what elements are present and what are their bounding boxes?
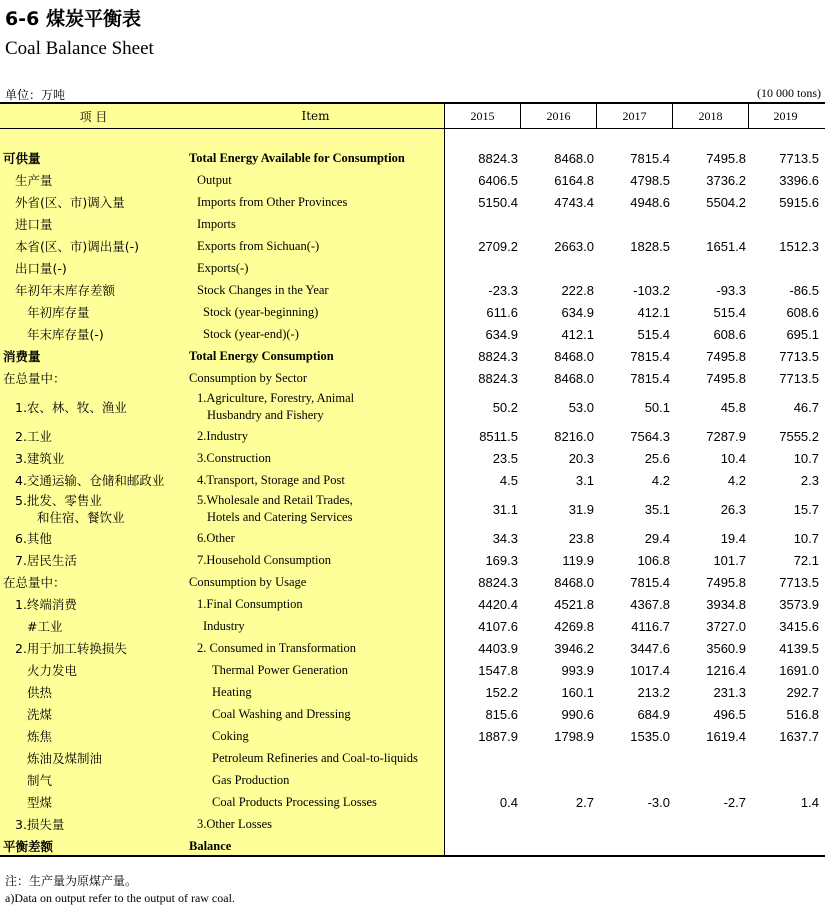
table-row [0,367,825,389]
value-cell-2017: 25.6 [644,450,670,466]
value-cell-2019: 7713.5 [779,150,819,166]
row-label-cn: 平衡差额 [3,839,54,854]
row-label-en: Petroleum Refineries and Coal-to-liquids [212,750,418,765]
table-row [0,469,825,491]
value-cell-2015: 4403.9 [478,640,518,656]
row-label-cn: 年末库存量(-) [27,327,104,342]
value-cell-2016: 53.0 [568,399,594,415]
table-row [0,213,825,235]
note-cn: 注：生产量为原煤产量。 [5,874,138,888]
row-label-cn: 年初年末库存差额 [15,283,116,298]
table-row [0,725,825,747]
table-rows [0,147,825,857]
value-cell-2018: 3934.8 [706,596,746,612]
table-row [0,681,825,703]
table-row [0,389,825,425]
value-cell-2019: 46.7 [793,399,819,415]
row-label-en: Consumption by Usage [189,574,307,589]
value-cell-2018: 515.4 [713,304,746,320]
value-cell-2015: 34.3 [492,530,518,546]
row-label-en: Total Energy Available for Consumption [189,150,405,165]
note-en: a)Data on output refer to the output of raw coal. [5,891,235,905]
table-row [0,835,825,857]
value-cell-2018: 1216.4 [706,662,746,678]
value-cell-2017: 4367.8 [630,596,670,612]
table-row [0,703,825,725]
value-cell-2019: -86.5 [789,282,819,298]
header-year: 2015 [445,104,521,128]
value-cell-2016: 119.9 [562,552,594,568]
value-cell-2016: 412.1 [561,326,594,342]
table-row [0,791,825,813]
value-cell-2015: 152.2 [485,684,518,700]
value-cell-2016: 1798.9 [554,728,594,744]
value-cell-2018: -93.3 [716,282,746,298]
unit-label-en: (10 000 tons) [757,86,821,100]
value-cell-2017: 4948.6 [630,194,670,210]
row-label-en: 3.Construction [197,450,271,465]
row-label-cn: 消费量 [3,349,41,364]
value-cell-2016: 993.9 [561,662,594,678]
row-label-cn: 炼油及煤制油 [27,751,103,766]
row-label-cn: 2.用于加工转换损失 [15,641,127,656]
value-cell-2019: 5915.6 [779,194,819,210]
value-cell-2019: 10.7 [793,530,819,546]
value-cell-2016: 222.8 [561,282,594,298]
value-cell-2018: 7495.8 [706,574,746,590]
row-label-cn: 供热 [27,685,53,700]
value-cell-2016: 2.7 [575,794,594,810]
page-title-en: Coal Balance Sheet [5,38,154,59]
value-cell-2016: 8468.0 [554,150,594,166]
table-row [0,279,825,301]
row-label-en: 6.Other [197,530,235,545]
page-title-cn: 6-6 煤炭平衡表 [5,8,141,30]
row-label-cn-line2: 和住宿、餐饮业 [37,510,125,525]
value-cell-2015: 8824.3 [478,574,518,590]
row-label-en [187,492,445,526]
value-cell-2018: 231.3 [713,684,746,700]
value-cell-2018: 3727.0 [706,618,746,634]
value-cell-2018: 7495.8 [706,370,746,386]
table-row [0,813,825,835]
value-cell-2019: 3573.9 [779,596,819,612]
value-cell-2017: 4.2 [651,472,670,488]
value-cell-2019: 7713.5 [779,574,819,590]
value-cell-2019: 15.7 [793,501,819,517]
row-label-cn: #工业 [27,619,63,634]
value-cell-2016: 3946.2 [554,640,594,656]
row-label-en: Coal Washing and Dressing [212,706,351,721]
row-label-en-line2: Hotels and Catering Services [207,510,353,524]
value-cell-2018: 1651.4 [706,238,746,254]
row-label-cn: 在总量中： [3,575,66,590]
row-label-en: 3.Other Losses [197,816,272,831]
value-cell-2018: 19.4 [720,530,746,546]
value-cell-2019: 292.7 [786,684,819,700]
value-cell-2017: 1535.0 [630,728,670,744]
value-cell-2019: 608.6 [786,304,819,320]
row-label-en-line2: Husbandry and Fishery [207,408,324,422]
row-label-en-line1: 1.Agriculture, Forestry, Animal [197,391,355,405]
row-label-en: Stock Changes in the Year [197,282,329,297]
value-cell-2017: 4116.7 [631,618,670,634]
row-label-en-line1: 5.Wholesale and Retail Trades, [197,493,353,507]
value-cell-2016: 990.6 [561,706,594,722]
value-cell-2016: 23.8 [568,530,594,546]
value-cell-2018: 4.2 [727,472,746,488]
value-cell-2018: 45.8 [720,399,746,415]
value-cell-2015: -23.3 [488,282,518,298]
value-cell-2016: 8468.0 [554,348,594,364]
value-cell-2018: 5504.2 [706,194,746,210]
row-label-cn: 洗煤 [27,707,53,722]
value-cell-2017: 3447.6 [630,640,670,656]
table-row [0,769,825,791]
unit-label-cn: 单位：万吨 [5,88,66,102]
row-label-cn: 生产量 [15,173,53,188]
table-row [0,549,825,571]
value-cell-2015: 4420.4 [478,596,518,612]
value-cell-2015: 1887.9 [478,728,518,744]
value-cell-2016: 31.9 [568,501,594,517]
value-cell-2019: 695.1 [786,326,819,342]
row-label-cn [0,492,187,526]
value-cell-2015: 8824.3 [478,370,518,386]
header-year: 2016 [521,104,597,128]
row-label-en: Imports [197,216,236,231]
value-cell-2019: 3396.6 [779,172,819,188]
value-cell-2019: 4139.5 [779,640,819,656]
row-label-en: Heating [212,684,252,699]
value-cell-2019: 516.8 [786,706,819,722]
row-label-cn: 制气 [27,773,53,788]
value-cell-2018: 10.4 [720,450,746,466]
row-label-en: Industry [203,618,245,633]
table-row [0,323,825,345]
row-label-cn: 型煤 [27,795,53,810]
value-cell-2017: 106.8 [637,552,670,568]
value-cell-2018: 3560.9 [706,640,746,656]
row-label-cn: 4.交通运输、仓储和邮政业 [15,473,165,488]
table-row [0,301,825,323]
row-label-cn: 2.工业 [15,429,52,444]
value-cell-2019: 3415.6 [779,618,819,634]
table-row [0,235,825,257]
row-label-en: Coking [212,728,249,743]
row-label-en: Coal Products Processing Losses [212,794,377,809]
table-row [0,257,825,279]
row-label-en: Exports from Sichuan(-) [197,238,320,253]
value-cell-2019: 7713.5 [779,348,819,364]
table-header [0,102,825,129]
value-cell-2015: 169.3 [485,552,518,568]
value-cell-2015: 8511.5 [479,428,518,444]
value-cell-2017: 7815.4 [630,370,670,386]
value-cell-2017: 213.2 [637,684,670,700]
value-cell-2018: 7287.9 [706,428,746,444]
value-cell-2015: 611.6 [486,304,518,320]
value-cell-2018: 26.3 [720,501,746,517]
value-cell-2017: 1828.5 [630,238,670,254]
row-label-en: 4.Transport, Storage and Post [197,472,345,487]
row-label-en: 2. Consumed in Transformation [197,640,357,655]
value-cell-2016: 4521.8 [554,596,594,612]
row-label-cn-line1: 5.批发、零售业 [15,493,102,508]
row-label-cn: 1.农、林、牧、渔业 [15,400,127,415]
row-label-en: 2.Industry [197,428,249,443]
value-cell-2017: 4798.5 [630,172,670,188]
header-year: 2018 [673,104,749,128]
table-row [0,491,825,527]
value-cell-2016: 20.3 [568,450,594,466]
value-cell-2016: 8216.0 [554,428,594,444]
table-row [0,659,825,681]
row-label-en: 1.Final Consumption [197,596,303,611]
row-label-cn: 炼焦 [27,729,53,744]
row-label-cn: 火力发电 [27,663,78,678]
value-cell-2015: 6406.5 [478,172,518,188]
value-cell-2017: -103.2 [633,282,670,298]
value-cell-2015: 1547.8 [478,662,518,678]
table-row [0,425,825,447]
header-year: 2017 [597,104,673,128]
value-cell-2017: 1017.4 [630,662,670,678]
row-label-en: Total Energy Consumption [189,348,334,363]
row-label-cn: 本省(区、市)调出量(-) [15,239,140,254]
value-cell-2019: 7555.2 [779,428,819,444]
value-cell-2017: 7815.4 [630,348,670,364]
value-cell-2015: 4107.6 [478,618,518,634]
row-label-en: 7.Household Consumption [197,552,332,567]
value-cell-2017: 7815.4 [630,574,670,590]
row-label-cn: 在总量中： [3,371,66,386]
value-cell-2015: 23.5 [492,450,518,466]
row-label-cn: 3.损失量 [15,817,65,832]
row-label-en: Stock (year-end)(-) [203,326,299,341]
value-cell-2016: 4269.8 [554,618,594,634]
value-cell-2019: 1512.3 [779,238,819,254]
header-item-cn: 项 目 [0,104,187,128]
value-cell-2017: 50.1 [644,399,670,415]
row-label-cn: 外省(区、市)调入量 [15,195,125,210]
table-row [0,169,825,191]
value-cell-2018: 7495.8 [706,150,746,166]
row-label-cn: 6.其他 [15,531,52,546]
table-row [0,571,825,593]
value-cell-2019: 7713.5 [779,370,819,386]
coal-balance-table [0,102,825,857]
row-label-cn: 3.建筑业 [15,451,65,466]
value-cell-2017: 35.1 [644,501,670,517]
value-cell-2016: 634.9 [561,304,594,320]
table-body [0,129,825,857]
table-row [0,593,825,615]
value-cell-2015: 2709.2 [478,238,518,254]
value-cell-2015: 0.4 [499,794,518,810]
value-cell-2018: 608.6 [713,326,746,342]
value-cell-2019: 1637.7 [779,728,819,744]
table-row [0,147,825,169]
table-row [0,191,825,213]
row-label-cn: 进口量 [15,217,53,232]
value-cell-2017: 7815.4 [630,150,670,166]
row-label-cn: 出口量(-) [15,261,67,276]
row-label-cn: 可供量 [3,151,41,166]
table-row [0,637,825,659]
value-cell-2018: 101.7 [713,552,746,568]
value-cell-2015: 5150.4 [478,194,518,210]
row-label-en: Thermal Power Generation [212,662,349,677]
value-cell-2018: 7495.8 [706,348,746,364]
row-label-en [187,390,445,424]
header-item-en: Item [187,104,445,128]
value-cell-2019: 1.4 [800,794,819,810]
value-cell-2015: 31.1 [492,501,518,517]
table-row [0,527,825,549]
value-cell-2017: 412.1 [637,304,670,320]
value-cell-2017: 684.9 [637,706,670,722]
table-row [0,345,825,367]
row-label-en: Exports(-) [197,260,249,275]
value-cell-2019: 72.1 [793,552,819,568]
value-cell-2016: 2663.0 [554,238,594,254]
row-label-en: Gas Production [212,772,290,787]
value-cell-2015: 815.6 [485,706,518,722]
value-cell-2017: -3.0 [647,794,670,810]
value-cell-2019: 10.7 [793,450,819,466]
value-cell-2018: 3736.2 [706,172,746,188]
value-cell-2016: 6164.8 [554,172,594,188]
row-label-cn: 7.居民生活 [15,553,77,568]
table-row [0,615,825,637]
value-cell-2015: 4.5 [499,472,518,488]
row-label-en: Consumption by Sector [189,370,308,385]
row-label-en: Stock (year-beginning) [203,304,319,319]
value-cell-2018: -2.7 [723,794,746,810]
value-cell-2015: 8824.3 [478,348,518,364]
header-year: 2019 [773,108,798,123]
value-cell-2016: 8468.0 [554,574,594,590]
value-cell-2018: 496.5 [713,706,746,722]
value-cell-2016: 4743.4 [554,194,594,210]
value-cell-2016: 8468.0 [554,370,594,386]
value-cell-2017: 7564.3 [630,428,670,444]
table-row [0,747,825,769]
value-cell-2019: 2.3 [800,472,819,488]
value-cell-2015: 634.9 [485,326,518,342]
value-cell-2019: 1691.0 [779,662,819,678]
value-cell-2016: 3.1 [575,472,594,488]
value-cell-2017: 515.4 [637,326,670,342]
row-label-en: Output [197,172,232,187]
value-cell-2016: 160.1 [561,684,594,700]
row-label-cn: 年初库存量 [27,305,90,320]
row-label-en: Balance [189,838,232,853]
row-label-cn: 1.终端消费 [15,597,77,612]
value-cell-2015: 8824.3 [478,150,518,166]
value-cell-2015: 50.2 [492,399,518,415]
table-row [0,447,825,469]
value-cell-2018: 1619.4 [706,728,746,744]
row-label-en: Imports from Other Provinces [197,194,348,209]
value-cell-2017: 29.4 [644,530,670,546]
